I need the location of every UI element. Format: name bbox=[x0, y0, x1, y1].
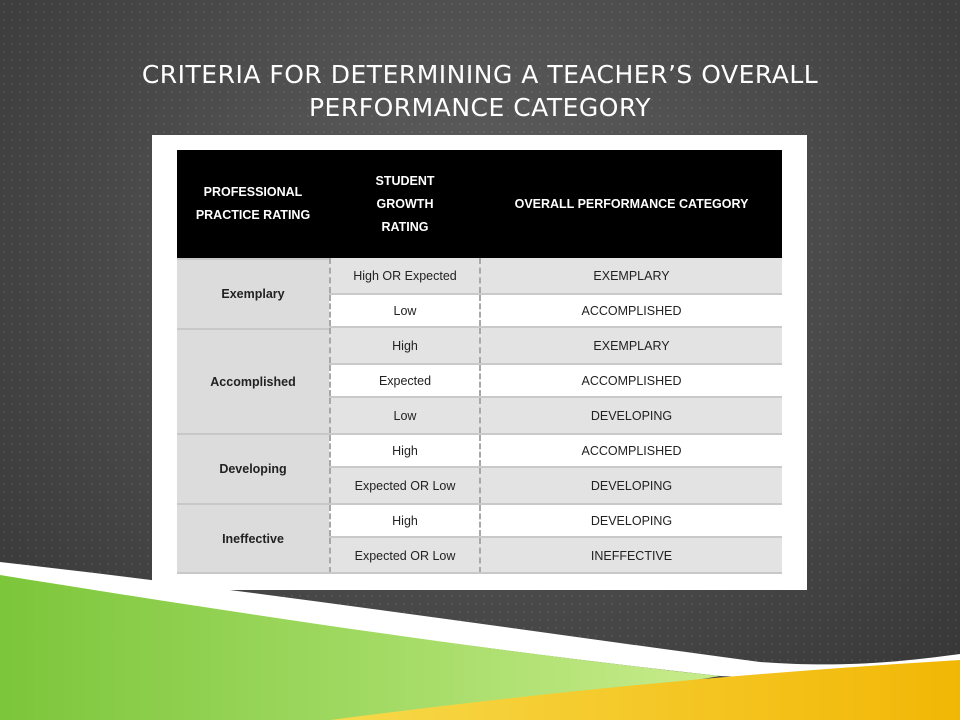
header-overall-category bbox=[481, 150, 782, 258]
group-label: Developing bbox=[219, 462, 287, 476]
header-student-growth bbox=[329, 150, 481, 258]
table-row bbox=[329, 433, 782, 468]
table-row bbox=[329, 293, 782, 328]
criteria-table bbox=[152, 135, 807, 590]
table-row bbox=[329, 538, 782, 573]
slide-title-line2: PERFORMANCE CATEGORY bbox=[308, 93, 652, 122]
table-row bbox=[329, 398, 782, 433]
header-col2-line2: GROWTH bbox=[376, 196, 434, 211]
growth-cell: Low bbox=[329, 295, 481, 326]
header-col1-line1: PROFESSIONAL bbox=[203, 185, 303, 199]
group-cell-exemplary bbox=[177, 258, 329, 328]
category-cell: DEVELOPING bbox=[590, 408, 673, 423]
growth-cell: High OR Expected bbox=[329, 258, 481, 293]
table-row bbox=[329, 258, 782, 293]
header-col2-line3: RATING bbox=[381, 219, 429, 234]
group-cell-ineffective bbox=[177, 503, 329, 572]
category-cell: ACCOMPLISHED bbox=[581, 373, 682, 388]
category-cell: ACCOMPLISHED bbox=[581, 303, 682, 318]
group-label: Ineffective bbox=[222, 531, 284, 546]
category-cell: DEVELOPING bbox=[590, 513, 673, 528]
header-col2-line1: STUDENT bbox=[375, 173, 435, 188]
category-cell: EXEMPLARY bbox=[593, 338, 670, 353]
yellow-swoosh bbox=[330, 660, 960, 720]
green-swoosh bbox=[0, 575, 720, 720]
group-label: Exemplary bbox=[221, 287, 285, 301]
group-label: Accomplished bbox=[210, 374, 296, 389]
growth-cell: Expected OR Low bbox=[329, 468, 481, 503]
table-row bbox=[329, 503, 782, 538]
header-col1-line2: PRACTICE RATING bbox=[195, 208, 311, 222]
growth-cell: High bbox=[329, 435, 481, 466]
growth-cell: High bbox=[329, 505, 481, 536]
category-cell: ACCOMPLISHED bbox=[581, 443, 682, 458]
table-row bbox=[329, 363, 782, 398]
table-header bbox=[177, 150, 782, 258]
growth-cell: Low bbox=[329, 398, 481, 433]
header-professional-practice bbox=[177, 150, 329, 258]
slide-title bbox=[60, 58, 900, 124]
growth-cell: Expected bbox=[329, 365, 481, 396]
table-row bbox=[329, 328, 782, 363]
group-cell-developing bbox=[177, 433, 329, 503]
table-bottom-border bbox=[177, 572, 782, 574]
group-cell-accomplished bbox=[177, 328, 329, 433]
growth-cell: High bbox=[329, 328, 481, 363]
category-cell: INEFFECTIVE bbox=[590, 548, 673, 563]
slide-title-line1: CRITERIA FOR DETERMINING A TEACHER’S OVERALL bbox=[141, 60, 819, 89]
growth-cell: Expected OR Low bbox=[329, 538, 481, 573]
category-cell: EXEMPLARY bbox=[593, 268, 670, 283]
category-cell: DEVELOPING bbox=[590, 478, 673, 493]
header-col3: OVERALL PERFORMANCE CATEGORY bbox=[514, 196, 749, 211]
table-row bbox=[329, 468, 782, 503]
